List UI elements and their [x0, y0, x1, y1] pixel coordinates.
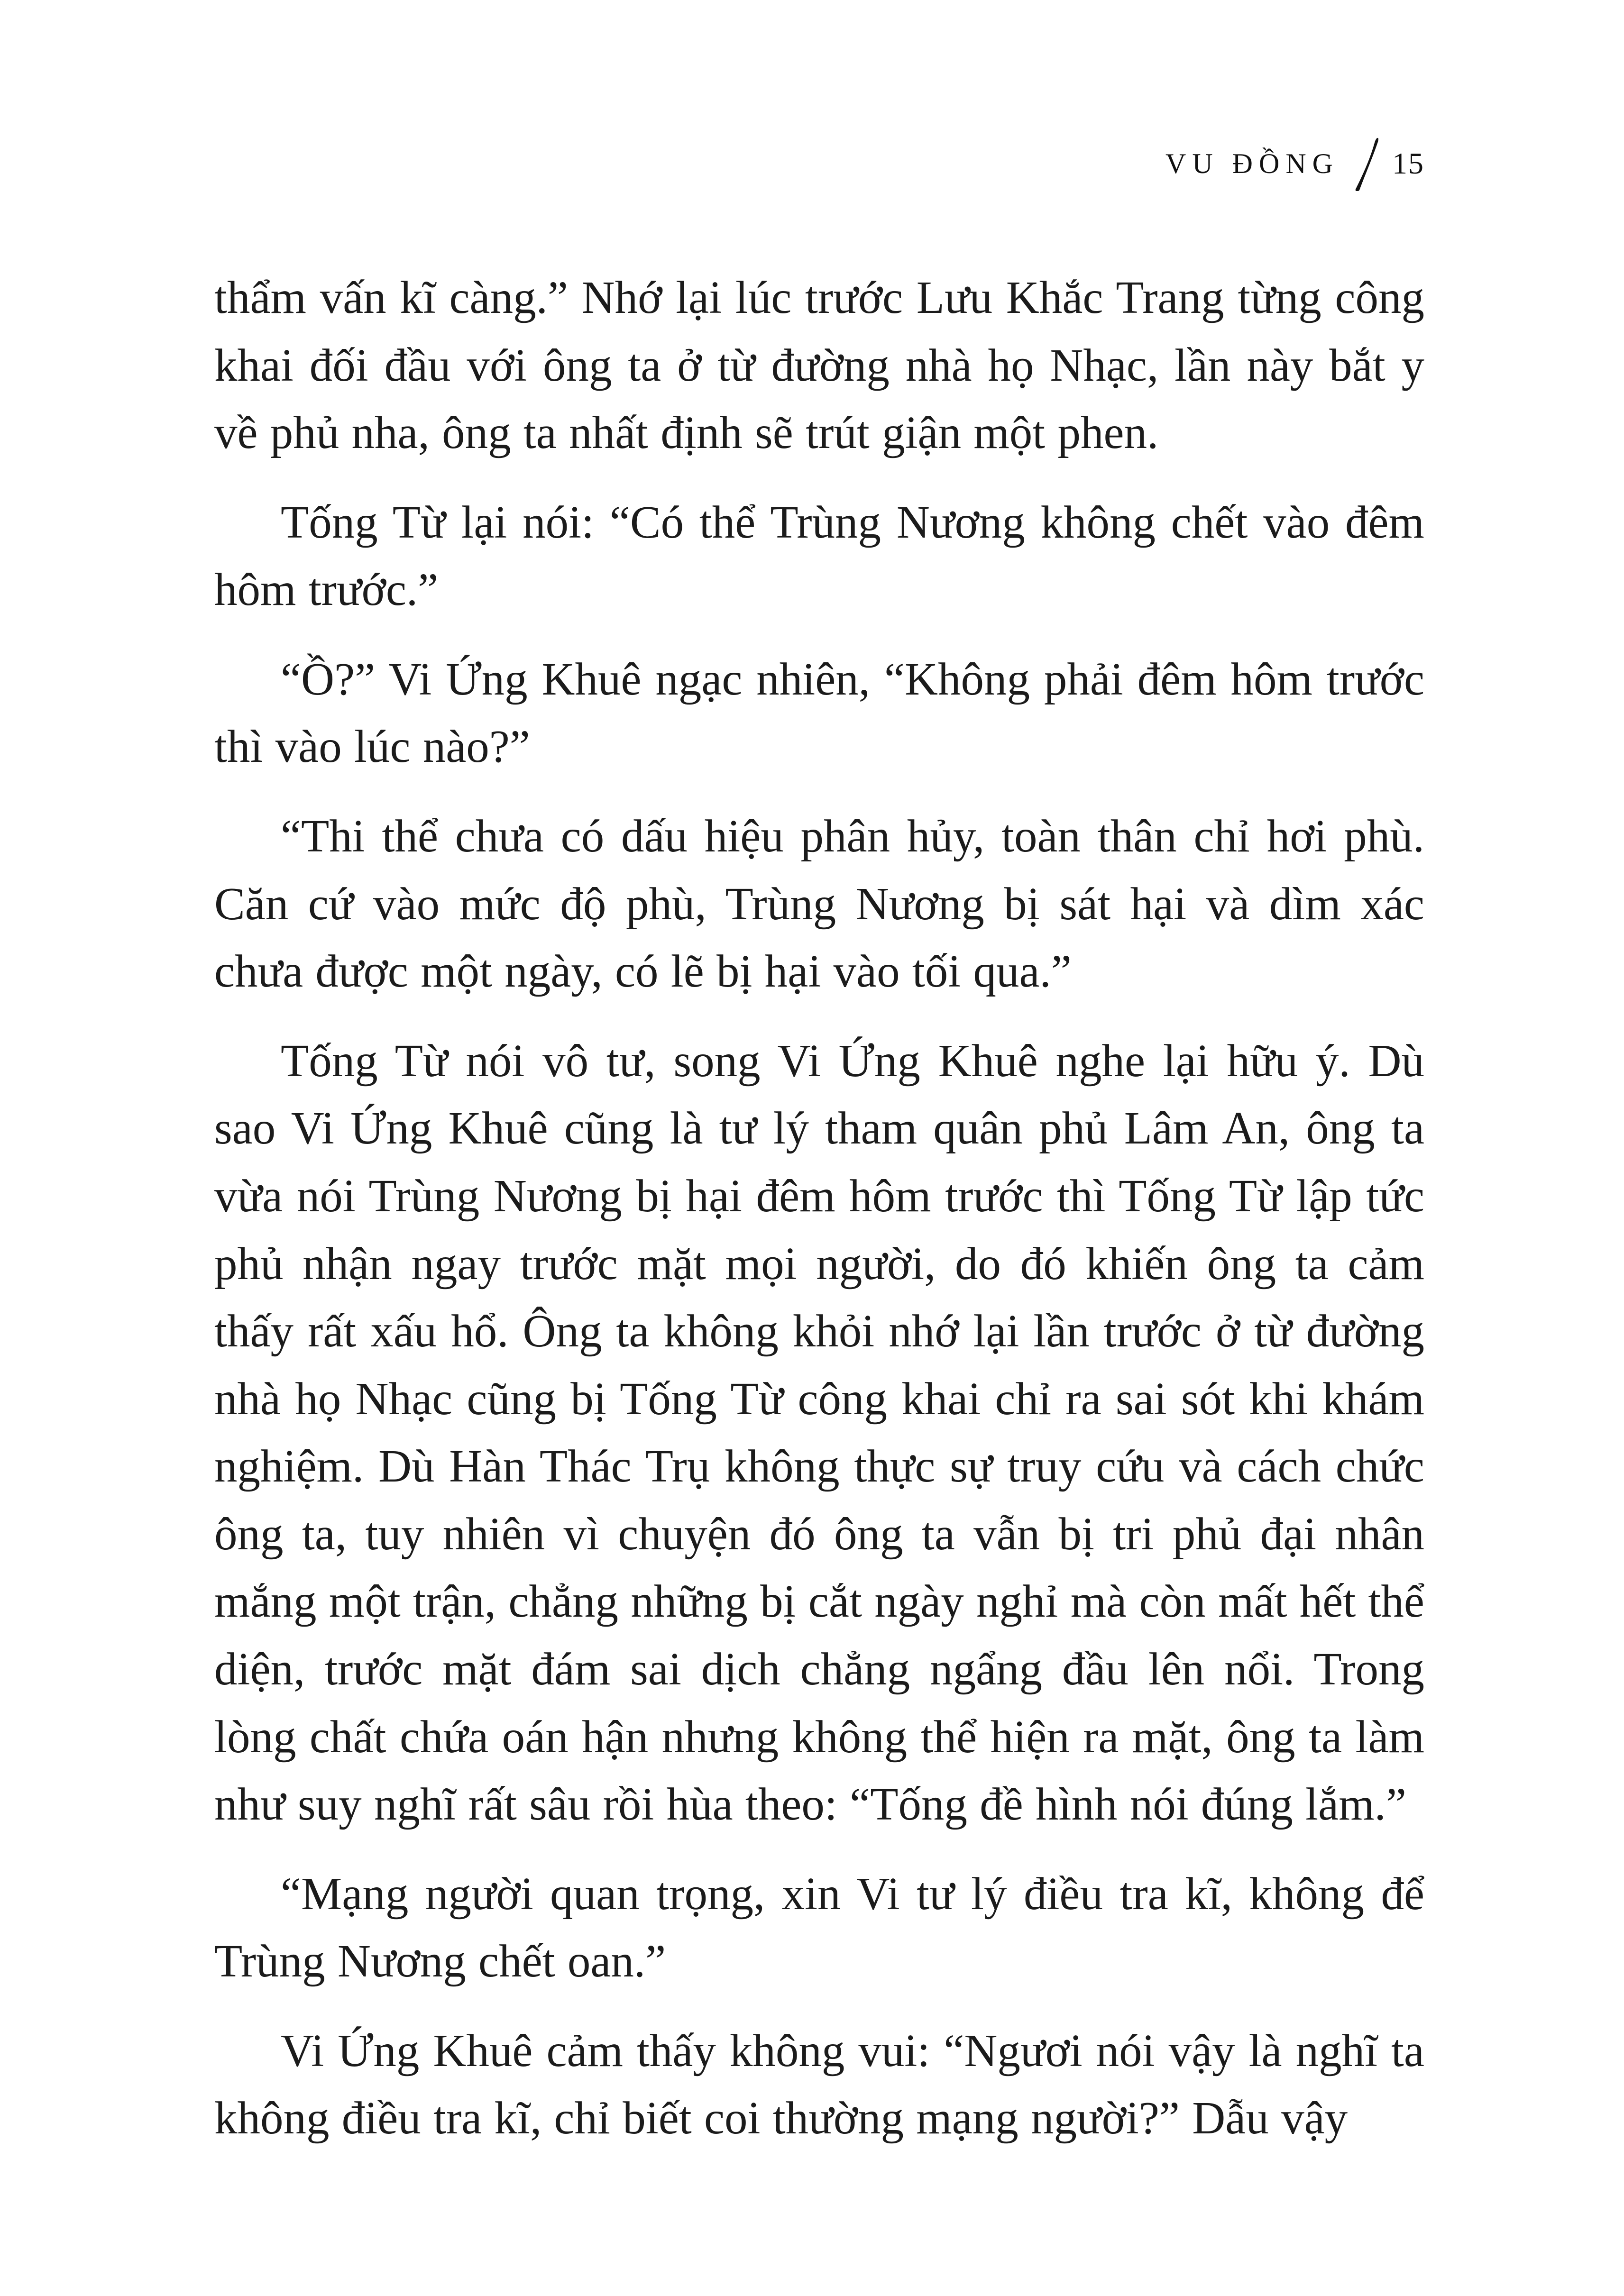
paragraph: Vi Ứng Khuê cảm thấy không vui: “Ngươi nói vậy là nghĩ ta không điều tra kĩ, chỉ biết coi thường mạng người?” Dẫu vậy — [214, 2025, 1424, 2144]
calligraphic-slash-icon — [1351, 136, 1380, 192]
paragraph: “Thi thể chưa có dấu hiệu phân hủy, toàn thân chỉ hơi phù. Căn cứ vào mức độ phù, Trùng Nương bị sát hại và dìm xác chưa được một ngày, có lẽ bị hại vào tối qua.” — [214, 811, 1424, 997]
paragraph: Tống Từ nói vô tư, song Vi Ứng Khuê nghe lại hữu ý. Dù sao Vi Ứng Khuê cũng là tư lý tham quân phủ Lâm An, ông ta vừa nói Trùng Nương bị hại đêm hôm trước thì Tống Từ lập tức phủ nhận ngay trước mặt mọi người, do đó khiến ông ta cảm thấy rất xấu hổ. Ông ta không khỏi nhớ lại lần trước ở từ đường nhà họ Nhạc cũng bị Tống Từ công khai chỉ ra sai sót khi khám nghiệm. Dù Hàn Thác Trụ không thực sự truy cứu và cách chức ông ta, tuy nhiên vì chuyện đó ông ta vẫn bị tri phủ đại nhân mắng một trận, chẳng những bị cắt ngày nghỉ mà còn mất hết thể diện, trước mặt đám sai dịch chẳng ngẩng đầu lên nổi. Trong lòng chất chứa oán hận nhưng không thể hiện ra mặt, ông ta làm như suy nghĩ rất sâu rồi hùa theo: “Tống đề hình nói đúng lắm.” — [214, 1035, 1424, 1830]
page-number: 15 — [1392, 146, 1424, 180]
running-header — [214, 135, 1424, 192]
paragraph-continuation: thẩm vấn kĩ càng.” Nhớ lại lúc trước Lưu Khắc Trang từng công khai đối đầu với ông ta ở từ đường nhà họ Nhạc, lần này bắt y về phủ nha, ông ta nhất định sẽ trút giận một phen. — [214, 272, 1424, 458]
paragraph: “Mạng người quan trọng, xin Vi tư lý điều tra kĩ, không để Trùng Nương chết oan.” — [214, 1868, 1424, 1987]
running-title: VU ĐỒNG — [1165, 147, 1339, 179]
paragraph: “Ồ?” Vi Ứng Khuê ngạc nhiên, “Không phải đêm hôm trước thì vào lúc nào?” — [214, 653, 1424, 772]
paragraph: Tống Từ lại nói: “Có thể Trùng Nương không chết vào đêm hôm trước.” — [214, 496, 1424, 615]
page-body — [214, 264, 1424, 2152]
